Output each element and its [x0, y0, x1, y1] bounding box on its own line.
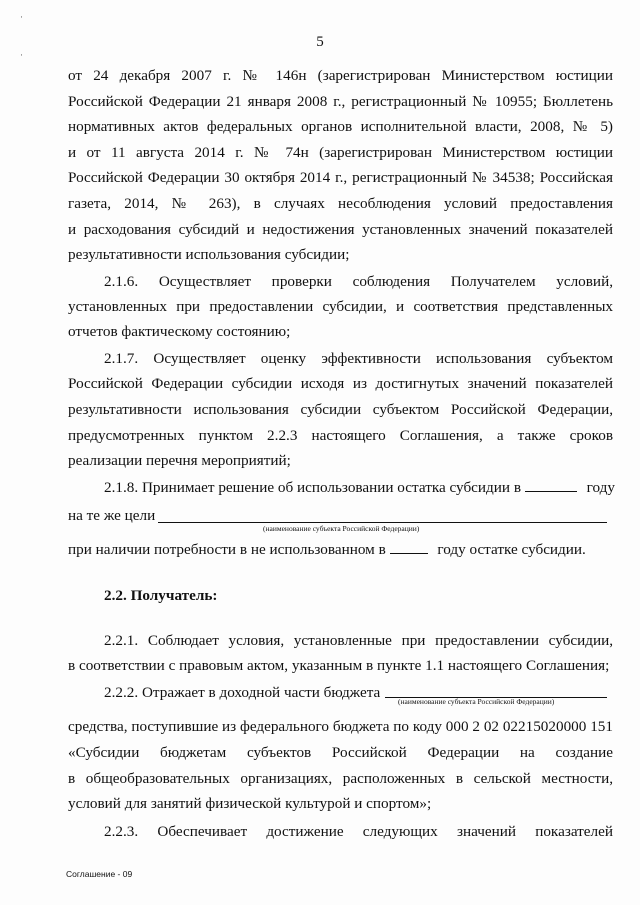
text-line: в соответствии с правовым актом, указанным в пункте 1.1 настоящего Соглашения;	[68, 657, 610, 674]
text-line	[68, 540, 613, 560]
field-caption: (наименование субъекта Российской Федерации)	[398, 697, 555, 706]
text-line: результативности использования субсидии субъектом Российской Федерации,	[68, 401, 613, 418]
text-line: Российской Федерации субсидии исходя из достигнутых значений показателей	[68, 375, 613, 392]
text-line: и расходования субсидий и недостижения установленных значений показателей	[68, 221, 613, 238]
page-number: 5	[316, 34, 324, 50]
text-segment: году	[586, 479, 615, 496]
text-line: от 24 декабря 2007 г. № 146н (зарегистрирован Министерством юстиции	[68, 67, 613, 84]
text-line: «Субсидии бюджетам субъектов Российской Федерации на создание	[68, 744, 613, 761]
text-line: и от 11 августа 2014 г. № 74н (зарегистрирован Министерством юстиции	[68, 144, 613, 161]
scan-mark: ·	[20, 50, 23, 60]
text-line: Российской Федерации 30 октября 2014 г., регистрационный № 34538; Российская	[68, 169, 613, 186]
section-heading: 2.2. Получатель:	[104, 587, 218, 604]
text-line: отчетов фактическому состоянию;	[68, 323, 291, 340]
text-line: на те же цели	[68, 507, 156, 524]
text-line: 2.1.6. Осуществляет проверки соблюдения Получателем условий,	[104, 273, 613, 290]
scan-mark: ·	[20, 12, 23, 22]
text-line: газета, 2014, № 263), в случаях несоблюдения условий предоставления	[68, 195, 613, 212]
text-line: результативности использования субсидии;	[68, 246, 350, 263]
text-segment: году остатке субсидии.	[437, 541, 586, 558]
text-line: установленных при предоставлении субсидии, и соответствия представленных	[68, 298, 613, 315]
item-2-1-8	[104, 478, 613, 498]
text-line: в общеобразовательных организациях, расположенных в сельской местности,	[68, 770, 613, 787]
region-name-blank-field	[158, 522, 607, 523]
text-line: 2.1.7. Осуществляет оценку эффективности использования субъектом	[104, 350, 613, 367]
footer-doc-code: Соглашение - 09	[66, 869, 133, 879]
text-line: 2.2.2. Отражает в доходной части бюджета	[104, 684, 381, 701]
text-line: условий для занятий физической культурой и спортом»;	[68, 795, 432, 812]
text-segment: при наличии потребности в не использованном в	[68, 541, 386, 558]
year-blank-field	[390, 541, 428, 554]
field-caption: (наименование субъекта Российской Федерации)	[263, 524, 420, 533]
text-line: средства, поступившие из федерального бюджета по коду 000 2 02 02215020000 151	[68, 718, 613, 735]
text-line: 2.2.3. Обеспечивает достижение следующих значений показателей	[104, 823, 613, 840]
year-blank-field	[525, 479, 577, 492]
text-line: Российской Федерации 21 января 2008 г., регистрационный № 10955; Бюллетень	[68, 93, 613, 110]
text-line: нормативных актов федеральных органов исполнительной власти, 2008, № 5)	[68, 118, 613, 135]
text-line: 2.2.1. Соблюдает условия, установленные при предоставлении субсидии,	[104, 632, 613, 649]
text-line: предусмотренных пунктом 2.2.3 настоящего Соглашения, а также сроков	[68, 427, 613, 444]
text-line: реализации перечня мероприятий;	[68, 452, 291, 469]
text-segment: 2.1.8. Принимает решение об использовании остатка субсидии в	[104, 479, 521, 496]
